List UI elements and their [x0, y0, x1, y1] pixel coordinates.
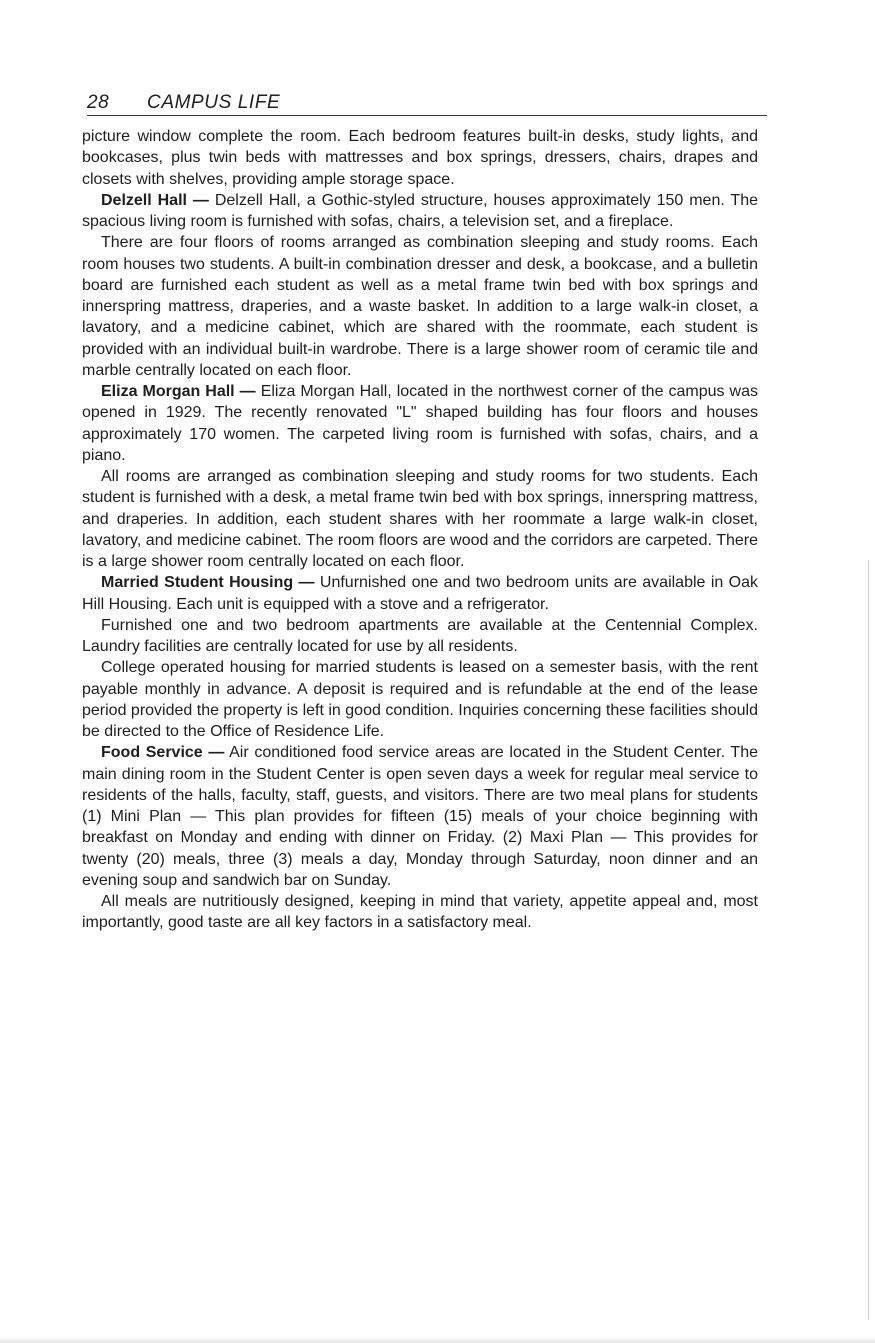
paragraph-lease-terms: [82, 657, 758, 742]
paragraph-married-student-housing: [82, 572, 758, 615]
run-in-heading-married-student-housing: Married Student Housing —: [101, 574, 315, 592]
run-in-heading-food-service: Food Service —: [101, 744, 225, 762]
scan-bottom-edge: [0, 1337, 875, 1343]
paragraph-text: Delzell Hall, a Gothic-styled structure, houses approximately 150 men. The spacious living room is furnished with sofas, chairs, a television set, and a fireplace.: [82, 191, 758, 230]
paragraph-text: All rooms are arranged as combination sleeping and study rooms for two students. Each student is furnished with a desk, a metal frame twin bed with box springs, innerspring mattress, and draperies. In addition, each student shares with her roommate a large walk-in closet, lavatory, and medicine cabinet. The room floors are wood and the corridors are carpeted. There is a large shower room centrally located on each floor.: [82, 468, 758, 570]
run-in-heading-eliza-morgan-hall: Eliza Morgan Hall —: [101, 383, 256, 400]
paragraph-text: Eliza Morgan Hall, located in the northwest corner of the campus was opened in 1929. The recently renovated "L" shaped building has four floors and houses approximately 170 women. The carpeted living room is furnished with sofas, chairs, and a piano.: [82, 383, 758, 464]
paragraph-eliza-morgan-rooms: [82, 466, 758, 572]
paragraph-centennial-complex: [82, 615, 758, 658]
run-in-heading-delzell-hall: Delzell Hall —: [101, 191, 209, 209]
paragraph-eliza-morgan-hall: [82, 381, 758, 466]
paragraph-text: Unfurnished one and two bedroom units are available in Oak Hill Housing. Each unit is equipped with a stove and a refrigerator.: [82, 574, 759, 613]
page-edge-shadow: [868, 560, 869, 1320]
paragraph-text: Furnished one and two bedroom apartments are available at the Centennial Complex. Laundry facilities are centrally located for use by all residents.: [82, 616, 758, 655]
paragraph-food-service: [82, 742, 758, 891]
body-text: [82, 126, 758, 934]
paragraph-text: picture window complete the room. Each bedroom features built-in desks, study lights, and bookcases, plus twin beds with mattresses and box springs, dressers, chairs, drapes and closets with shelves, providing ample storage space.: [82, 128, 758, 188]
page-number: 28: [87, 92, 110, 113]
paragraph-delzell-hall: [82, 190, 758, 233]
paragraph-meals: [82, 891, 758, 934]
paragraph-text: There are four floors of rooms arranged as combination sleeping and study rooms. Each room houses two students. A built-in combination dresser and desk, a bookcase, and a bulletin board are furnished each student as well as a metal frame twin bed with box springs and innerspring mattress, draperies, and a waste basket. In addition to a large walk-in closet, a lavatory, and a medicine cabinet, which are shared with the roommate, each student is provided with an individual built-in wardrobe. There is a large shower room of ceramic tile and marble centrally located on each floor.: [82, 234, 758, 379]
running-header: [87, 86, 767, 120]
paragraph-continued-room-description: [82, 126, 758, 190]
paragraph-text: College operated housing for married students is leased on a semester basis, with the rent payable monthly in advance. A deposit is required and is refundable at the end of the lease period provided the property is left in good condition. Inquiries concerning these facilities should be directed to the Office of Residence Life.: [82, 659, 758, 740]
paragraph-text: All meals are nutritiously designed, keeping in mind that variety, appetite appeal and, most importantly, good taste are all key factors in a satisfactory meal.: [82, 893, 758, 932]
paragraph-delzell-rooms: [82, 232, 758, 381]
header-rule: [87, 115, 767, 116]
section-title: CAMPUS LIFE: [147, 92, 281, 113]
paragraph-text: Air conditioned food service areas are located in the Student Center. The main dining room in the Student Center is open seven days a week for regular meal service to residents of the halls, faculty, staff, guests, and visitors. There are two meal plans for students (1) Mini Plan — This plan provides for fifteen (15) meals of your choice beginning with breakfast on Monday and ending with dinner on Friday. (2) Maxi Plan — This provides for twenty (20) meals, three (3) meals a day, Monday through Saturday, noon dinner and an evening soup and sandwich bar on Sunday.: [82, 744, 759, 889]
